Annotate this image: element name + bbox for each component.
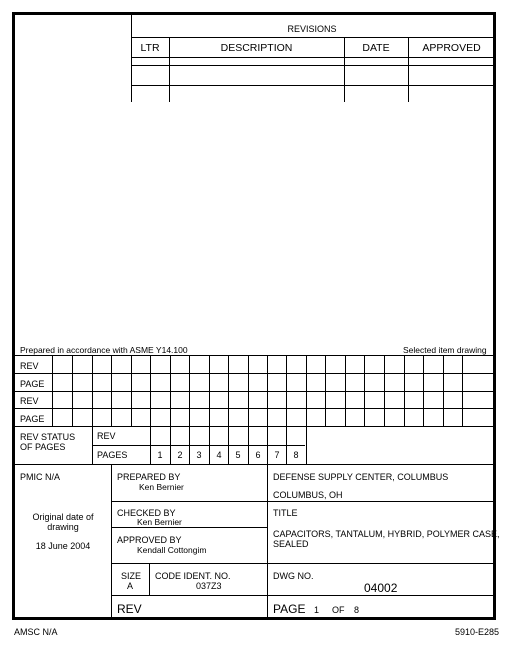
page-row-label: PAGE [20, 379, 45, 389]
rev-footer-label: REV [117, 602, 142, 616]
page-number-cell: 1 [157, 450, 163, 460]
page-number-cell: 5 [235, 450, 241, 460]
page-number-cell: 8 [293, 450, 299, 460]
page-number-cell: 7 [274, 450, 280, 460]
date-header: DATE [362, 42, 390, 54]
page-number-cell: 3 [196, 450, 202, 460]
asme-note: Prepared in accordance with ASME Y14.100 [20, 345, 188, 355]
agency-location: COLUMBUS, OH [273, 490, 343, 500]
page-footer-label: PAGE [273, 602, 306, 616]
title-label: TITLE [273, 508, 298, 518]
amsc-label: AMSC N/A [14, 627, 58, 637]
rev-status-pages-label: PAGES [97, 450, 128, 460]
size-label: SIZE [121, 571, 142, 581]
selected-item-note: Selected item drawing [403, 345, 487, 355]
rev-row-label: REV [20, 396, 39, 406]
original-date-label: Original date of drawing [32, 512, 94, 532]
approved-by-label: APPROVED BY [117, 535, 182, 545]
page-number-cell: 4 [216, 450, 222, 460]
dwg-no-value: 04002 [364, 581, 398, 595]
original-date: 18 June 2004 [35, 541, 91, 551]
rev-row-label: REV [20, 361, 39, 371]
drawing-title: CAPACITORS, TANTALUM, HYBRID, POLYMER CASE, SEALED [273, 529, 500, 549]
revisions-title: REVISIONS [287, 24, 337, 34]
agency-name: DEFENSE SUPPLY CENTER, COLUMBUS [273, 472, 449, 482]
page-total: 8 [354, 605, 360, 615]
approved-by-name: Kendall Cottongim [137, 545, 207, 555]
checked-by-label: CHECKED BY [117, 508, 176, 518]
page-current: 1 [314, 605, 320, 615]
size-value: A [127, 581, 134, 591]
code-ident-label: CODE IDENT. NO. [155, 571, 231, 581]
prepared-by-label: PREPARED BY [117, 472, 181, 482]
pmic-label: PMIC N/A [20, 472, 61, 482]
page-row-label: PAGE [20, 414, 45, 424]
prepared-by-name: Ken Bernier [139, 482, 184, 492]
page-number-cell: 2 [177, 450, 183, 460]
description-header: DESCRIPTION [220, 42, 293, 54]
code-ident-value: 037Z3 [196, 581, 222, 591]
approved-header: APPROVED [422, 42, 481, 54]
page-number-cell: 6 [255, 450, 261, 460]
form-number: 5910-E285 [455, 627, 500, 637]
rev-status-label: REV STATUS OF PAGES [20, 432, 76, 452]
dwg-no-label: DWG NO. [273, 571, 314, 581]
rev-status-rev-label: REV [97, 431, 116, 441]
checked-by-name: Ken Bernier [137, 517, 182, 527]
page-of: OF [332, 605, 345, 615]
ltr-header: LTR [140, 42, 160, 54]
